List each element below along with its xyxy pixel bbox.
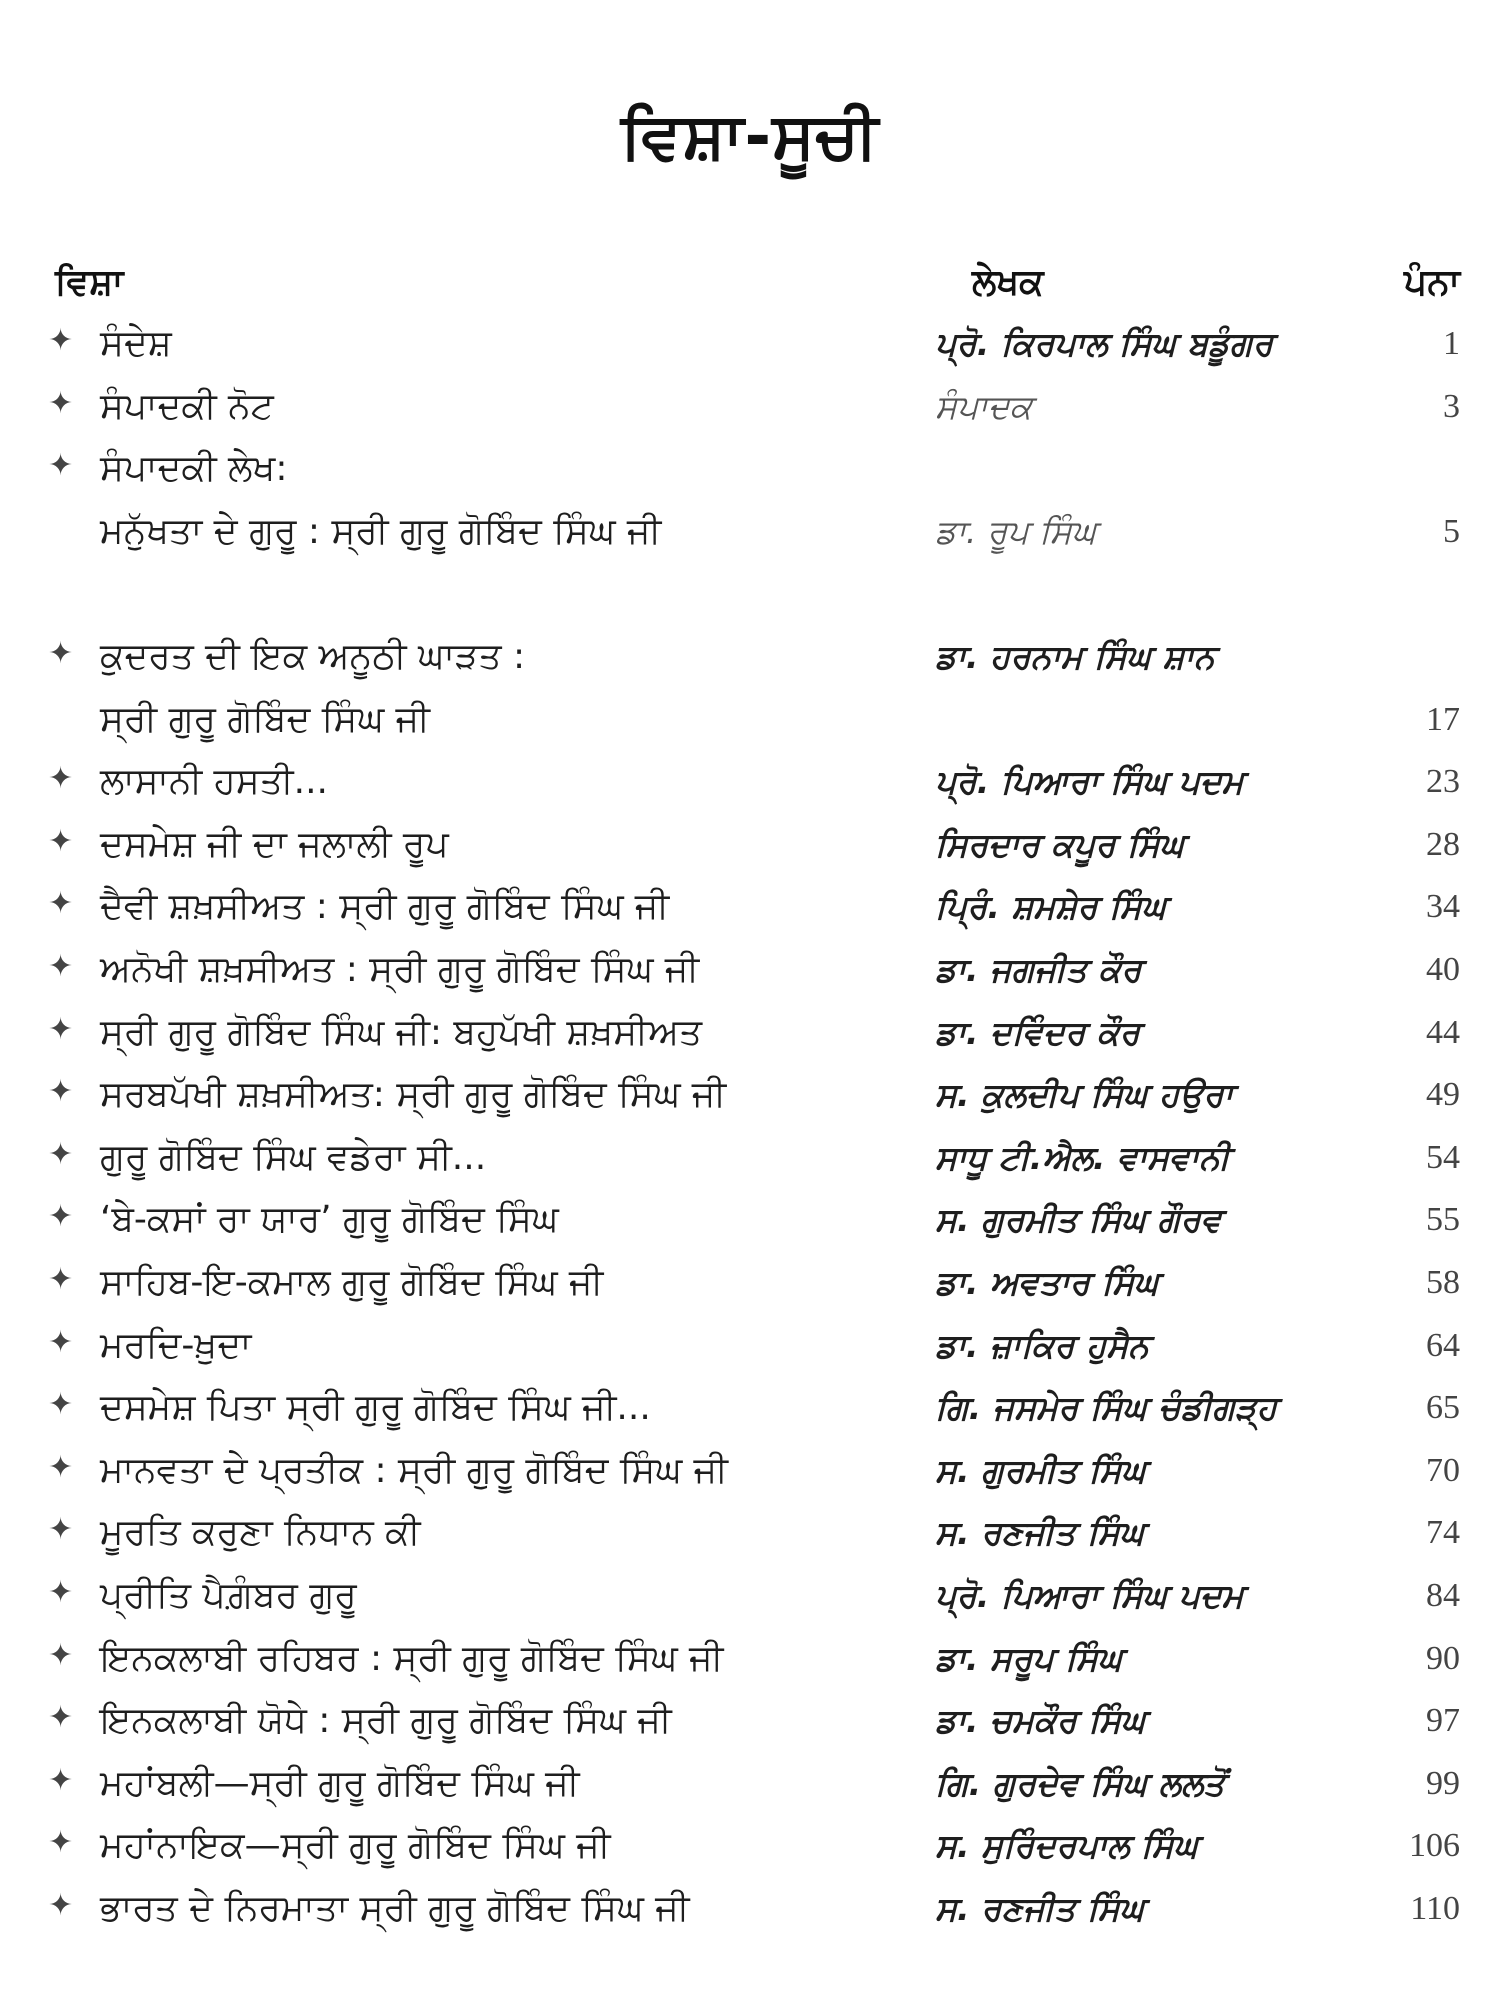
toc-entry-author: ਸਿਰਦਾਰ ਕਪੂਰ ਸਿੰਘ (935, 824, 1185, 864)
toc-entry-topic: ਅਨੋਖੀ ਸ਼ਖ਼ਸੀਅਤ : ਸ੍ਰੀ ਗੁਰੂ ਗੋਬਿੰਦ ਸਿੰਘ ਜੀ (100, 949, 700, 990)
four-point-star-icon: ✦ (48, 448, 74, 484)
toc-entry-topic: ‘ਬੇ-ਕਸਾਂ ਰਾ ਯਾਰ’ ਗੁਰੂ ਗੋਬਿੰਦ ਸਿੰਘ (100, 1199, 559, 1241)
toc-entry-topic: ਸਾਹਿਬ-ਇ-ਕਮਾਲ ਗੁਰੂ ਗੋਬਿੰਦ ਸਿੰਘ ਜੀ (100, 1262, 604, 1303)
toc-entry-author: ਡਾ. ਅਵਤਾਰ ਸਿੰਘ (935, 1263, 1159, 1302)
toc-entry-topic: ਮਾਨਵਤਾ ਦੇ ਪ੍ਰਤੀਕ : ਸ੍ਰੀ ਗੁਰੂ ਗੋਬਿੰਦ ਸਿੰਘ ਜੀ (100, 1449, 728, 1491)
toc-entry-author: ਗਿ. ਗੁਰਦੇਵ ਸਿੰਘ ਲਲਤੋਂ (935, 1763, 1225, 1803)
toc-entry-author: ਡਾ. ਰੂਪ ਸਿੰਘ (935, 511, 1097, 551)
toc-entry-page: 54 (1426, 1138, 1460, 1176)
toc-entry (0, 1136, 1500, 1188)
toc-entry-page: 1 (1443, 325, 1460, 362)
toc-entry (0, 322, 1500, 374)
toc-entry-author: ਡਾ. ਜ਼ਾਕਿਰ ਹੁਸੈਨ (935, 1325, 1149, 1365)
four-point-star-icon: ✦ (48, 636, 74, 671)
toc-entry-page: 90 (1426, 1639, 1460, 1677)
toc-entry-author: ਸ. ਕੁਲਦੀਪ ਸਿੰਘ ਹਉਰਾ (935, 1075, 1234, 1115)
four-point-star-icon: ✦ (48, 1825, 74, 1861)
page-title: ਵਿਸ਼ਾ-ਸੂਚੀ (620, 100, 880, 174)
toc-entry-author: ਸ. ਸੁਰਿੰਦਰਪਾਲ ਸਿੰਘ (935, 1826, 1199, 1866)
toc-entry-topic: ਮਹਾਂਬਲੀ—ਸ੍ਰੀ ਗੁਰੂ ਗੋਬਿੰਦ ਸਿੰਘ ਜੀ (100, 1762, 580, 1804)
toc-entry-topic: ਗੁਰੂ ਗੋਬਿੰਦ ਸਿੰਘ ਵਡੇਰਾ ਸੀ... (100, 1136, 487, 1178)
toc-entry-page: 44 (1426, 1013, 1460, 1051)
toc-entry-page: 64 (1426, 1326, 1460, 1364)
four-point-star-icon: ✦ (48, 1637, 74, 1673)
four-point-star-icon: ✦ (48, 1262, 74, 1297)
four-point-star-icon: ✦ (48, 823, 74, 859)
toc-entry-page: 28 (1426, 825, 1460, 863)
toc-entry-page: 34 (1426, 888, 1460, 926)
toc-entry-topic: ਦਸਮੇਸ਼ ਜੀ ਦਾ ਜਲਾਲੀ ਰੂਪ (100, 823, 449, 865)
four-point-star-icon: ✦ (48, 761, 74, 797)
toc-entry-page: 17 (1426, 700, 1460, 738)
column-header-topic: ਵਿਸ਼ਾ (55, 262, 124, 303)
toc-entry (0, 1637, 1500, 1689)
four-point-star-icon: ✦ (48, 1011, 74, 1047)
toc-entry-author: ਸ. ਗੁਰਮੀਤ ਸਿੰਘ (935, 1450, 1146, 1490)
four-point-star-icon: ✦ (48, 1387, 74, 1423)
four-point-star-icon: ✦ (48, 1888, 74, 1923)
toc-entry (0, 948, 1500, 1000)
four-point-star-icon: ✦ (48, 886, 74, 922)
toc-entry-page: 110 (1410, 1890, 1460, 1927)
toc-entry-page: 3 (1443, 387, 1460, 425)
toc-entry (0, 1449, 1500, 1501)
toc-entry (0, 885, 1500, 937)
toc-entry (0, 1699, 1500, 1751)
toc-entry-page: 65 (1426, 1389, 1460, 1427)
toc-entry-author: ਸ. ਰਣਜੀਤ ਸਿੰਘ (935, 1889, 1145, 1928)
toc-entry-author: ਸੰਪਾਦਕ (935, 386, 1033, 426)
four-point-star-icon: ✦ (48, 949, 74, 984)
toc-entry-page: 70 (1426, 1451, 1460, 1489)
toc-entry-page: 58 (1426, 1264, 1460, 1301)
toc-entry-author: ਸ. ਗੁਰਮੀਤ ਸਿੰਘ ਗੌਰਵ (935, 1200, 1222, 1240)
four-point-star-icon: ✦ (48, 1512, 74, 1548)
four-point-star-icon: ✦ (48, 323, 74, 358)
toc-entry (0, 385, 1500, 437)
toc-entry-topic: ਮਰਦਿ-ਖ਼ੁਦਾ (100, 1324, 252, 1366)
toc-entry (0, 1386, 1500, 1438)
toc-entry-page: 97 (1426, 1702, 1460, 1740)
toc-entry-author: ਡਾ. ਦਵਿੰਦਰ ਕੌਰ (935, 1012, 1140, 1052)
toc-entry (0, 1824, 1500, 1876)
toc-entry (0, 1574, 1500, 1626)
four-point-star-icon: ✦ (48, 1449, 74, 1485)
toc-entry (0, 635, 1500, 687)
toc-entry-author: ਡਾ. ਸਰੂਪ ਸਿੰਘ (935, 1638, 1123, 1678)
toc-entry-author: ਪ੍ਰੋ. ਪਿਆਰਾ ਸਿੰਘ ਪਦਮ (935, 1576, 1244, 1615)
toc-entry (0, 1261, 1500, 1313)
toc-entry-author: ਪ੍ਰੋ. ਪਿਆਰਾ ਸਿੰਘ ਪਦਮ (935, 762, 1244, 802)
toc-entry-topic: ਕੁਦਰਤ ਦੀ ਇਕ ਅਨੂਠੀ ਘਾੜਤ : (100, 636, 526, 677)
toc-entry-page: 55 (1426, 1201, 1460, 1239)
toc-entry-author: ਗਿ. ਜਸਮੇਰ ਸਿੰਘ ਚੰਡੀਗੜ੍ਹ (935, 1388, 1277, 1428)
toc-entry-topic-line2: ਸ੍ਰੀ ਗੁਰੂ ਗੋਬਿੰਦ ਸਿੰਘ ਜੀ (100, 698, 430, 740)
toc-entry-topic: ਮਹਾਂਨਾਇਕ—ਸ੍ਰੀ ਗੁਰੂ ਗੋਬਿੰਦ ਸਿੰਘ ਜੀ (100, 1825, 611, 1867)
toc-entry-author: ਪ੍ਰੋ. ਕਿਰਪਾਲ ਸਿੰਘ ਬਡੂੰਗਰ (935, 324, 1273, 363)
toc-entry-page: 84 (1426, 1577, 1460, 1614)
toc-entry-topic: ਲਾਸਾਨੀ ਹਸਤੀ... (100, 761, 328, 803)
toc-entry (0, 1887, 1500, 1939)
toc-entry (0, 1011, 1500, 1063)
toc-entry-page: 40 (1426, 951, 1460, 988)
toc-entry-page: 5 (1443, 512, 1460, 550)
toc-entry-topic: ਦੈਵੀ ਸ਼ਖ਼ਸੀਅਤ : ਸ੍ਰੀ ਗੁਰੂ ਗੋਬਿੰਦ ਸਿੰਘ ਜੀ (100, 886, 670, 928)
toc-entry (0, 823, 1500, 875)
toc-entry-continuation (0, 510, 1500, 562)
toc-entry-topic: ਇਨਕਲਾਬੀ ਯੋਧੇ : ਸ੍ਰੀ ਗੁਰੂ ਗੋਬਿੰਦ ਸਿੰਘ ਜੀ (100, 1700, 672, 1742)
four-point-star-icon: ✦ (48, 385, 74, 421)
toc-entry-author: ਸ. ਰਣਜੀਤ ਸਿੰਘ (935, 1513, 1145, 1553)
toc-entry (0, 447, 1500, 499)
toc-entry-topic: ਭਾਰਤ ਦੇ ਨਿਰਮਾਤਾ ਸ੍ਰੀ ਗੁਰੂ ਗੋਬਿੰਦ ਸਿੰਘ ਜੀ (100, 1888, 690, 1929)
toc-entry-topic: ਸੰਦੇਸ਼ (100, 323, 172, 364)
toc-entry-topic: ਸ੍ਰੀ ਗੁਰੂ ਗੋਬਿੰਦ ਸਿੰਘ ਜੀ: ਬਹੁਪੱਖੀ ਸ਼ਖ਼ਸੀਅਤ (100, 1011, 703, 1053)
toc-entry-page: 23 (1426, 763, 1460, 801)
four-point-star-icon: ✦ (48, 1074, 74, 1110)
toc-entry-topic: ਪ੍ਰੀਤਿ ਪੈਗ਼ੰਬਰ ਗੁਰੂ (100, 1575, 357, 1616)
four-point-star-icon: ✦ (48, 1575, 74, 1610)
toc-entry (0, 1324, 1500, 1376)
toc-entry-topic: ਸੰਪਾਦਕੀ ਲੇਖ: (100, 448, 288, 490)
toc-entry-page: 99 (1426, 1764, 1460, 1802)
toc-entry-author: ਡਾ. ਹਰਨਾਮ ਸਿੰਘ ਸ਼ਾਨ (935, 637, 1215, 676)
four-point-star-icon: ✦ (48, 1199, 74, 1235)
toc-entry (0, 1198, 1500, 1250)
toc-entry-topic: ਦਸਮੇਸ਼ ਪਿਤਾ ਸ੍ਰੀ ਗੁਰੂ ਗੋਬਿੰਦ ਸਿੰਘ ਜੀ... (100, 1387, 651, 1429)
toc-entry-continuation (0, 698, 1500, 750)
toc-entry (0, 1511, 1500, 1563)
four-point-star-icon: ✦ (48, 1324, 74, 1360)
toc-entry-author: ਪ੍ਰਿੰ. ਸ਼ਮਸ਼ੇਰ ਸਿੰਘ (935, 887, 1167, 927)
toc-entry-author: ਡਾ. ਚਮਕੌਰ ਸਿੰਘ (935, 1701, 1146, 1741)
toc-entry-topic: ਸਰਬਪੱਖੀ ਸ਼ਖ਼ਸੀਅਤ: ਸ੍ਰੀ ਗੁਰੂ ਗੋਬਿੰਦ ਸਿੰਘ ਜੀ (100, 1074, 727, 1116)
toc-entry-topic-line2: ਮਨੁੱਖਤਾ ਦੇ ਗੁਰੂ : ਸ੍ਰੀ ਗੁਰੂ ਗੋਬਿੰਦ ਸਿੰਘ ਜੀ (100, 510, 662, 552)
toc-entry (0, 760, 1500, 812)
toc-entry-topic: ਮੂਰਤਿ ਕਰੁਣਾ ਨਿਧਾਨ ਕੀ (100, 1512, 421, 1554)
toc-entry-topic: ਸੰਪਾਦਕੀ ਨੋਟ (100, 385, 274, 427)
toc-entry (0, 1073, 1500, 1125)
toc-entry-author: ਡਾ. ਜਗਜੀਤ ਕੌਰ (935, 950, 1142, 989)
toc-entry (0, 1762, 1500, 1814)
column-header-author: ਲੇਖਕ (972, 262, 1044, 303)
four-point-star-icon: ✦ (48, 1700, 74, 1736)
toc-entry-page: 106 (1409, 1827, 1460, 1865)
toc-entry-author: ਸਾਧੂ ਟੀ.ਐਲ. ਵਾਸਵਾਨੀ (935, 1137, 1230, 1177)
column-header-page: ਪੰਨਾ (1403, 262, 1460, 303)
toc-entry-page: 49 (1426, 1076, 1460, 1114)
four-point-star-icon: ✦ (48, 1762, 74, 1798)
four-point-star-icon: ✦ (48, 1136, 74, 1172)
toc-entry-page: 74 (1426, 1514, 1460, 1552)
toc-entry-topic: ਇਨਕਲਾਬੀ ਰਹਿਬਰ : ਸ੍ਰੀ ਗੁਰੂ ਗੋਬਿੰਦ ਸਿੰਘ ਜੀ (100, 1637, 724, 1679)
